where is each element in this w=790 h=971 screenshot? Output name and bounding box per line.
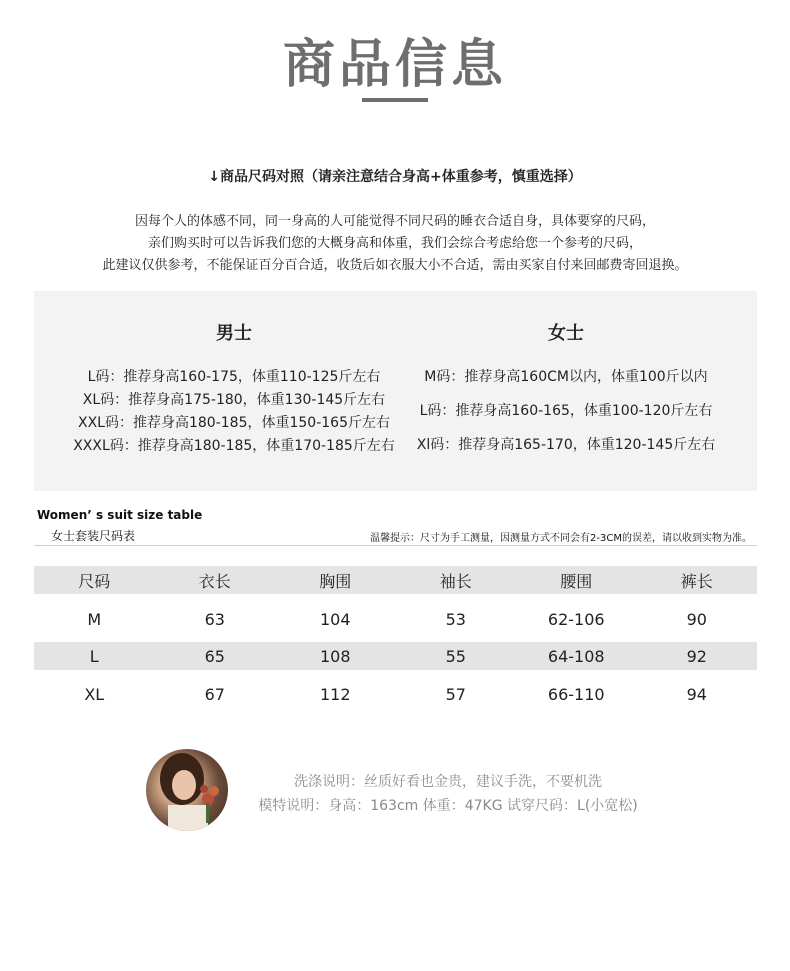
table-cell: 64-108	[547, 646, 605, 666]
table-cell: 67	[204, 684, 225, 704]
intro-line: 亲们购买时可以告诉我们您的大概身高和体重，我们会综合考虑给您一个参考的尺码，	[147, 236, 642, 251]
women-rec-line: M码：推荐身高160CM以内，体重100斤以内	[424, 369, 708, 385]
model-info: 模特说明：身高：163cm 体重：47KG 试穿尺码：L(小宽松)	[258, 798, 638, 814]
size-table-title-cn: 女士套装尺码表	[51, 529, 136, 543]
table-cell: 53	[445, 609, 466, 629]
size-table-title-en: Women’ s suit size table	[37, 508, 203, 522]
wash-instructions: 洗涤说明：丝质好看也金贵，建议手洗，不要机洗	[294, 774, 602, 790]
table-cell: M	[87, 609, 102, 629]
table-cell: L	[89, 646, 99, 666]
column-header: 尺码	[78, 571, 111, 591]
table-cell: 55	[445, 646, 466, 666]
intro-line: 因每个人的体感不同，同一身高的人可能觉得不同尺码的睡衣合适自身，具体要穿的尺码，	[134, 214, 655, 229]
women-rec-line: L码：推荐身高160-165，体重100-120斤左右	[419, 403, 713, 419]
men-rec-line: L码：推荐身高160-175，体重110-125斤左右	[87, 369, 381, 385]
page-title: 商品信息	[282, 35, 507, 95]
table-cell: 94	[686, 684, 707, 704]
table-row	[34, 605, 757, 633]
table-cell: 112	[319, 684, 351, 704]
men-rec-line: XL码：推荐身高175-180，体重130-145斤左右	[82, 392, 386, 408]
table-cell: 62-106	[547, 609, 605, 629]
column-header: 裤长	[680, 571, 713, 591]
size-guide-heading: ↓商品尺码对照（请亲注意结合身高+体重参考，慎重选择）	[208, 169, 582, 185]
men-rec-line: XXL码：推荐身高180-185，体重150-165斤左右	[78, 415, 390, 431]
column-header: 胸围	[319, 571, 352, 591]
measurement-note: 温馨提示：尺寸为手工测量，因测量方式不同会有2-3CM的误差，请以收到实物为准。	[370, 533, 752, 544]
table-cell: 63	[204, 609, 225, 629]
table-cell: XL	[84, 684, 105, 704]
table-row	[34, 680, 757, 708]
title-underline	[362, 98, 428, 102]
table-cell: 108	[319, 646, 351, 666]
intro-text	[0, 211, 790, 277]
divider	[34, 545, 757, 546]
column-header: 腰围	[560, 571, 593, 591]
intro-line: 此建议仅供参考，不能保证百分百合适，收货后如衣服大小不合适，需由买家自付来回邮费寄回退换。	[102, 258, 688, 273]
column-header: 袖长	[439, 571, 472, 591]
column-header: 衣长	[198, 571, 231, 591]
table-cell: 90	[686, 609, 707, 629]
men-rec-line: XXXL码：推荐身高180-185，体重170-185斤左右	[73, 438, 395, 454]
size-table-header	[34, 566, 757, 594]
table-cell: 57	[445, 684, 466, 704]
women-rec-line: Xl码：推荐身高165-170，体重120-145斤左右	[416, 437, 716, 453]
table-cell: 104	[319, 609, 351, 629]
table-row	[34, 642, 757, 670]
table-cell: 65	[204, 646, 225, 666]
table-cell: 66-110	[547, 684, 605, 704]
table-cell: 92	[686, 646, 707, 666]
women-heading: 女士	[548, 323, 584, 344]
men-heading: 男士	[216, 323, 252, 344]
